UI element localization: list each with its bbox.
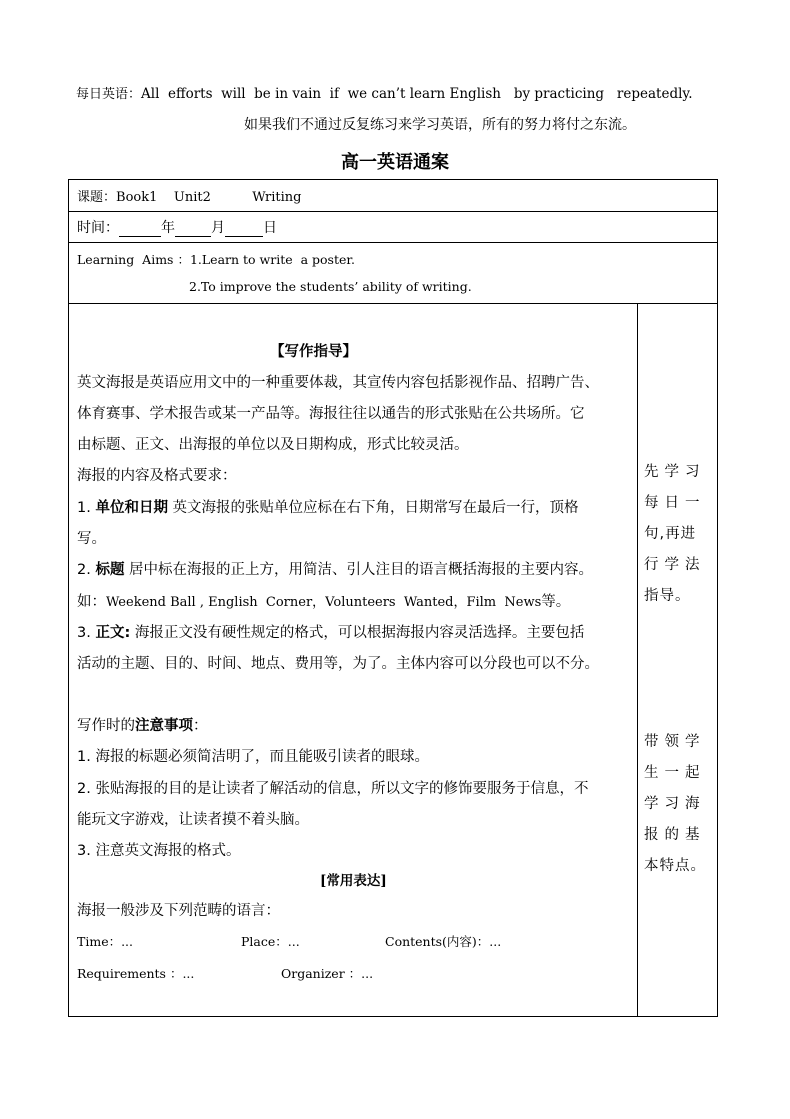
side-notes-cell: [638, 304, 718, 1017]
point-1-number: 1.: [77, 500, 96, 516]
notes-label-bold: 注意事项: [135, 718, 193, 734]
side-note-a4: 行学法: [644, 557, 706, 573]
page-title: 高一英语通案: [341, 152, 449, 173]
guide-intro-2: 体育赛事、学术报告或某一产品等。海报往往以通告的形式张贴在公共场所。它: [77, 406, 585, 422]
format-point-1-cont: 写。: [77, 531, 106, 547]
point-3-text: 海报正文没有硬性规定的格式，可以根据海报内容灵活选择。主要包括: [130, 625, 585, 641]
side-notes: [644, 304, 723, 1016]
side-note-a3: 句,再进: [644, 526, 697, 542]
examples-label: 如：: [77, 594, 106, 610]
note-2: 2. 张贴海报的目的是让读者了解活动的信息，所以文字的修饰要服务于信息，不: [77, 781, 589, 797]
notes-label: [77, 714, 208, 735]
format-point-2-examples: [77, 590, 570, 611]
format-point-3-cont: 活动的主题、目的、时间、地点、费用等，为了。主体内容可以分段也可以不分。: [77, 656, 599, 672]
format-point-3: [77, 621, 584, 642]
note-1: 1. 海报的标题必须简洁明了，而且能吸引读者的眼球。: [77, 749, 429, 765]
point-2-number: 2.: [77, 562, 96, 578]
point-1-text: 英文海报的张贴单位应标在右下角，日期常写在最后一行，顶格: [167, 500, 579, 516]
lesson-plan-table: [68, 179, 718, 1017]
lesson-row: [69, 180, 718, 212]
format-label: 海报的内容及格式要求：: [77, 468, 237, 484]
notes-label-pre: 写作时的: [77, 718, 135, 734]
time-label: 时间：: [77, 220, 119, 236]
aims-label: Learning Aims ：: [77, 252, 190, 267]
daily-english-translation: 如果我们不通过反复练习来学习英语，所有的努力将付之东流。: [244, 117, 636, 133]
expressions-intro: 海报一般涉及下列范畴的语言：: [77, 903, 280, 919]
guide-heading: 【写作指导】: [270, 344, 357, 360]
lesson-cell: [69, 180, 718, 212]
daily-english-sentence: All efforts will be in vain if we can’t learn English by practicing repeatedly.: [141, 86, 693, 102]
aims-line-1: [77, 250, 355, 268]
aims-cell: [69, 243, 718, 304]
aims-row: [69, 243, 718, 304]
point-3-number: 3.: [77, 625, 96, 641]
expression-place: Place：...: [241, 934, 300, 949]
side-note-b3: 学习海: [644, 796, 706, 812]
examples-list: Weekend Ball , English Corner，Volunteers Wanted，Film News: [106, 595, 542, 610]
guide-intro-1: 英文海报是英语应用文中的一种重要体裁，其宣传内容包括影视作品、招聘广告、: [77, 375, 599, 391]
month-blank: [175, 224, 211, 237]
notes-label-post: ：: [193, 718, 208, 734]
expression-organizer: Organizer ：...: [281, 966, 374, 981]
day-label: 日: [263, 220, 277, 236]
expression-requirements: Requirements ：...: [77, 966, 195, 981]
side-note-b1: 带领学: [644, 734, 706, 750]
expression-contents: Contents(内容)：...: [385, 934, 502, 949]
side-note-a5: 指导。: [644, 588, 691, 604]
side-note-b4: 报的基: [644, 827, 706, 843]
side-note-a1: 先学习: [644, 464, 706, 480]
side-note-b5: 本特点。: [644, 858, 706, 874]
format-point-2: [77, 558, 593, 579]
aims-item-1: 1.Learn to write a poster.: [189, 252, 355, 267]
aims-item-2: 2.To improve the students’ ability of writing.: [189, 279, 472, 294]
day-blank: [225, 224, 263, 237]
format-point-1: [77, 496, 579, 517]
expressions-heading: [常用表达]: [320, 873, 387, 889]
year-blank: [119, 224, 161, 237]
point-3-title: 正文:: [95, 625, 131, 641]
note-2-cont: 能玩文字游戏，让读者摸不着头脑。: [77, 812, 309, 828]
side-note-a2: 每日一: [644, 495, 706, 511]
point-1-title: 单位和日期: [95, 500, 168, 516]
daily-english-label: 每日英语：: [76, 87, 142, 102]
main-content: [77, 304, 645, 1016]
examples-end: 等。: [541, 594, 571, 610]
lesson-label: 课题：: [77, 190, 117, 205]
guide-intro-3: 由标题、正文、出海报的单位以及日期构成，形式比较灵活。: [77, 437, 469, 453]
time-cell: [69, 212, 718, 243]
month-label: 月: [211, 220, 225, 236]
year-label: 年: [161, 220, 175, 236]
time-row: [69, 212, 718, 243]
lesson-value: Book1 Unit2 Writing: [116, 190, 302, 205]
content-row: [69, 304, 718, 1017]
note-3: 3. 注意英文海报的格式。: [77, 843, 241, 859]
point-2-text: 居中标在海报的正上方，用简洁、引人注目的语言概括海报的主要内容。: [124, 562, 594, 578]
daily-english: [76, 83, 693, 102]
main-content-cell: [69, 304, 638, 1017]
point-2-title: 标题: [95, 562, 125, 578]
side-note-b2: 生一起: [644, 765, 706, 781]
expression-time: Time：...: [77, 934, 134, 949]
